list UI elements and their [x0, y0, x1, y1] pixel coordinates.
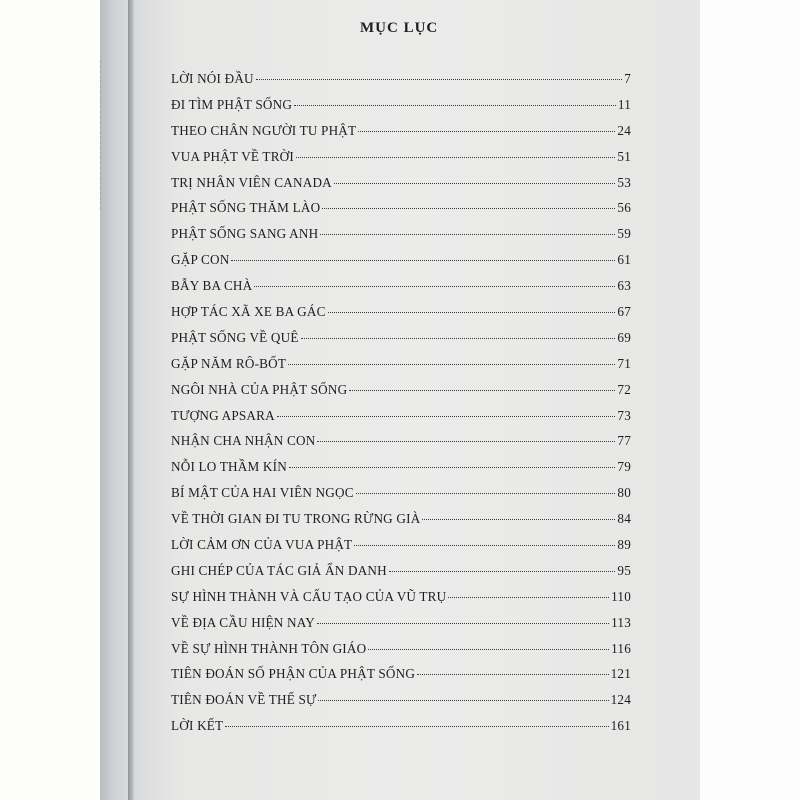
toc-entry-page-number: 80: [617, 485, 631, 501]
toc-entry-page-number: 56: [617, 200, 631, 216]
toc-entry-title: TRỊ NHÂN VIÊN CANADA: [171, 174, 332, 190]
toc-entry-title: LỜI KẾT: [171, 718, 224, 734]
toc-entry-title: NGÔI NHÀ CỦA PHẬT SỐNG: [171, 381, 348, 397]
toc-entry-title: VỀ SỰ HÌNH THÀNH TÔN GIÁO: [171, 640, 367, 656]
toc-dot-leader: [288, 364, 615, 365]
toc-entry-title: SỰ HÌNH THÀNH VÀ CẤU TẠO CỦA VŨ TRỤ: [171, 588, 447, 604]
toc-entry-page-number: 77: [617, 433, 631, 449]
toc-entry-page-number: 161: [610, 718, 631, 734]
toc-entry-page-number: 95: [617, 562, 631, 578]
toc-entry-page-number: 61: [617, 252, 631, 268]
toc-entry-title: VUA PHẬT VỀ TRỜI: [171, 148, 295, 164]
toc-entry-title: PHẬT SỐNG SANG ANH: [171, 226, 319, 242]
toc-entry-page-number: 51: [617, 148, 631, 164]
toc-dot-leader: [448, 597, 609, 598]
toc-dot-leader: [389, 571, 616, 572]
toc-entry-title: LỜI NÓI ĐẦU: [171, 71, 254, 86]
toc-dot-leader: [422, 519, 615, 520]
toc-entry-title: HỢP TÁC XÃ XE BA GÁC: [171, 304, 326, 320]
toc-entry: [171, 428, 631, 454]
toc-entry-page-number: 113: [611, 614, 631, 630]
toc-entry-title: NHẬN CHA NHẬN CON: [171, 433, 316, 449]
toc-entry: [171, 558, 631, 584]
toc-entry-page-number: 124: [610, 692, 631, 708]
toc-heading: MỤC LỤC: [360, 20, 439, 36]
toc-entry: [171, 170, 631, 196]
toc-entry-page-number: 72: [617, 381, 631, 397]
toc-entry-title: BÍ MẬT CỦA HAI VIÊN NGỌC: [171, 485, 354, 501]
toc-entry-page-number: 84: [617, 511, 631, 527]
toc-entry-title: TIÊN ĐOÁN VỀ THẾ SỰ: [171, 692, 317, 708]
toc-entry: [171, 195, 631, 221]
toc-entry: [171, 144, 631, 170]
toc-entry: [171, 532, 631, 558]
toc-entry: [171, 66, 631, 92]
toc-dot-leader: [356, 493, 616, 494]
toc-dot-leader: [349, 390, 615, 391]
toc-entry: [171, 221, 631, 247]
toc-entry-page-number: 7: [624, 71, 631, 86]
toc-list: [171, 66, 631, 739]
toc-entry-page-number: 89: [617, 537, 631, 553]
toc-dot-leader: [334, 183, 616, 184]
toc-dot-leader: [296, 157, 615, 158]
toc-dot-leader: [322, 208, 615, 209]
toc-entry-title: PHẬT SỐNG THĂM LÀO: [171, 200, 321, 216]
toc-entry: [171, 584, 631, 610]
toc-entry: [171, 713, 631, 739]
toc-entry-page-number: 53: [617, 174, 631, 190]
toc-entry-title: GẶP CON: [171, 252, 230, 268]
toc-dot-leader: [328, 312, 616, 313]
toc-dot-leader: [289, 467, 615, 468]
background-surface: [700, 0, 800, 800]
toc-entry-title: LỜI CẢM ƠN CỦA VUA PHẬT: [171, 537, 353, 553]
facing-page-handwriting: [100, 60, 113, 210]
toc-dot-leader: [254, 286, 615, 287]
toc-entry-page-number: 59: [617, 226, 631, 242]
toc-entry-page-number: 71: [617, 355, 631, 371]
toc-entry: [171, 325, 631, 351]
toc-entry-title: ĐI TÌM PHẬT SỐNG: [171, 96, 293, 112]
toc-entry: [171, 661, 631, 687]
toc-dot-leader: [317, 623, 609, 624]
toc-entry-page-number: 69: [617, 329, 631, 345]
toc-entry-title: NỖI LO THẦM KÍN: [171, 459, 287, 475]
toc-entry-title: PHẬT SỐNG VỀ QUÊ: [171, 329, 299, 345]
toc-entry: [171, 92, 631, 118]
toc-entry: [171, 480, 631, 506]
toc-entry-page-number: 79: [617, 459, 631, 475]
toc-entry-page-number: 63: [617, 278, 631, 294]
toc-entry-title: BẪY BA CHÀ: [171, 278, 253, 294]
toc-dot-leader: [320, 234, 615, 235]
toc-entry-page-number: 73: [617, 407, 631, 423]
toc-entry-title: GẶP NĂM RÔ-BỐT: [171, 355, 287, 371]
toc-entry: [171, 454, 631, 480]
toc-entry-title: VỀ THỜI GIAN ĐI TU TRONG RỪNG GIÀ: [171, 511, 421, 527]
toc-entry: [171, 636, 631, 662]
toc-dot-leader: [368, 649, 609, 650]
toc-entry-page-number: 121: [610, 666, 631, 682]
toc-entry-page-number: 24: [617, 122, 631, 138]
toc-dot-leader: [294, 105, 616, 106]
toc-dot-leader: [318, 700, 608, 701]
toc-entry: [171, 351, 631, 377]
toc-entry: [171, 247, 631, 273]
toc-entry: [171, 273, 631, 299]
toc-entry: [171, 506, 631, 532]
toc-entry-page-number: 11: [617, 96, 631, 112]
toc-entry-page-number: 67: [617, 304, 631, 320]
toc-entry: [171, 377, 631, 403]
toc-entry: [171, 687, 631, 713]
toc-dot-leader: [354, 545, 615, 546]
toc-entry-page-number: 110: [611, 588, 631, 604]
toc-dot-leader: [358, 131, 615, 132]
toc-entry-page-number: 116: [611, 640, 631, 656]
toc-entry-title: GHI CHÉP CỦA TÁC GIẢ ẨN DANH: [171, 562, 387, 578]
toc-dot-leader: [256, 79, 622, 80]
toc-entry: [171, 610, 631, 636]
toc-dot-leader: [277, 416, 616, 417]
toc-dot-leader: [231, 260, 615, 261]
toc-entry-title: THEO CHÂN NGƯỜI TU PHẬT: [171, 122, 357, 138]
toc-dot-leader: [301, 338, 616, 339]
toc-entry-title: TƯỢNG APSARA: [171, 407, 275, 423]
toc-entry: [171, 403, 631, 429]
toc-entry: [171, 299, 631, 325]
toc-dot-leader: [317, 441, 615, 442]
toc-entry-title: TIÊN ĐOÁN SỐ PHẬN CỦA PHẬT SỐNG: [171, 666, 416, 682]
toc-dot-leader: [417, 674, 609, 675]
toc-entry-title: VỀ ĐỊA CẦU HIỆN NAY: [171, 614, 315, 630]
toc-dot-leader: [225, 726, 608, 727]
toc-entry: [171, 118, 631, 144]
